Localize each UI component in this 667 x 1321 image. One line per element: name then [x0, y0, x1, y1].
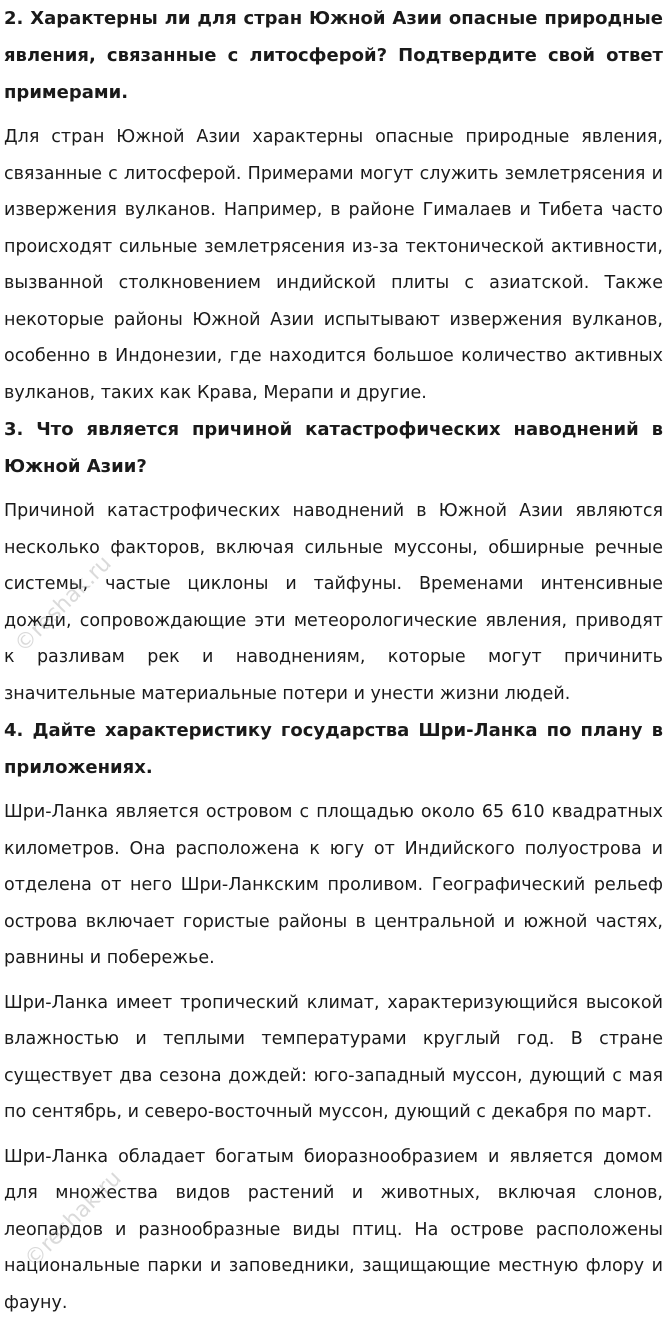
question-4-answer-paragraph-2: Шри-Ланка имеет тропический климат, характеризующийся высокой влажностью и теплыми температурами круглый год. В стране существует два сезона дождей: юго-западный муссон, дующий с мая по сентябрь, и северо-восточный муссон, дующий с декабря по март.: [4, 985, 663, 1131]
question-4-answer-paragraph-1: Шри-Ланка является островом с площадью около 65 610 квадратных километров. Она расположена к югу от Индийского полуострова и отделена от него Шри-Ланкским проливом. Географический рельеф острова включает гористые районы в центральной и южной частях, равнины и побережье.: [4, 794, 663, 977]
question-3-answer: Причиной катастрофических наводнений в Южной Азии являются несколько факторов, включая сильные муссоны, обширные речные системы, частые циклоны и тайфуны. Временами интенсивные дожди, сопровождающие эти метеорологические явления, приводят к разливам рек и наводнениям, которые могут причинить значительные материальные потери и унести жизни людей.: [4, 493, 663, 712]
question-3-heading: 3. Что является причиной катастрофических наводнений в Южной Азии?: [4, 411, 663, 485]
watermark-bottom: ©reshak.ru: [20, 1166, 127, 1273]
question-2-answer: Для стран Южной Азии характерны опасные природные явления, связанные с литосферой. Примерами могут служить землетрясения и извержения вулканов. Например, в районе Гималаев и Тибета часто происходят сильные землетрясения из-за тектонической активности, вызванной столкновением индийской плиты с азиатской. Также некоторые районы Южной Азии испытывают извержения вулканов, особенно в Индонезии, где находится большое количество активных вулканов, таких как Крава, Мерапи и другие.: [4, 119, 663, 411]
question-4-answer-paragraph-3: Шри-Ланка обладает богатым биоразнообразием и является домом для множества видов растений и животных, включая слонов, леопардов и разнообразные виды птиц. На острове расположены национальные парки и заповедники, защищающие местную флору и фауну.: [4, 1139, 663, 1321]
question-2-heading: 2. Характерны ли для стран Южной Азии опасные природные явления, связанные с литосферой? Подтвердите свой ответ примерами.: [4, 0, 663, 111]
watermark-top: ©reshak.ru: [10, 551, 117, 658]
question-4-heading: 4. Дайте характеристику государства Шри-Ланка по плану в приложениях.: [4, 712, 663, 786]
